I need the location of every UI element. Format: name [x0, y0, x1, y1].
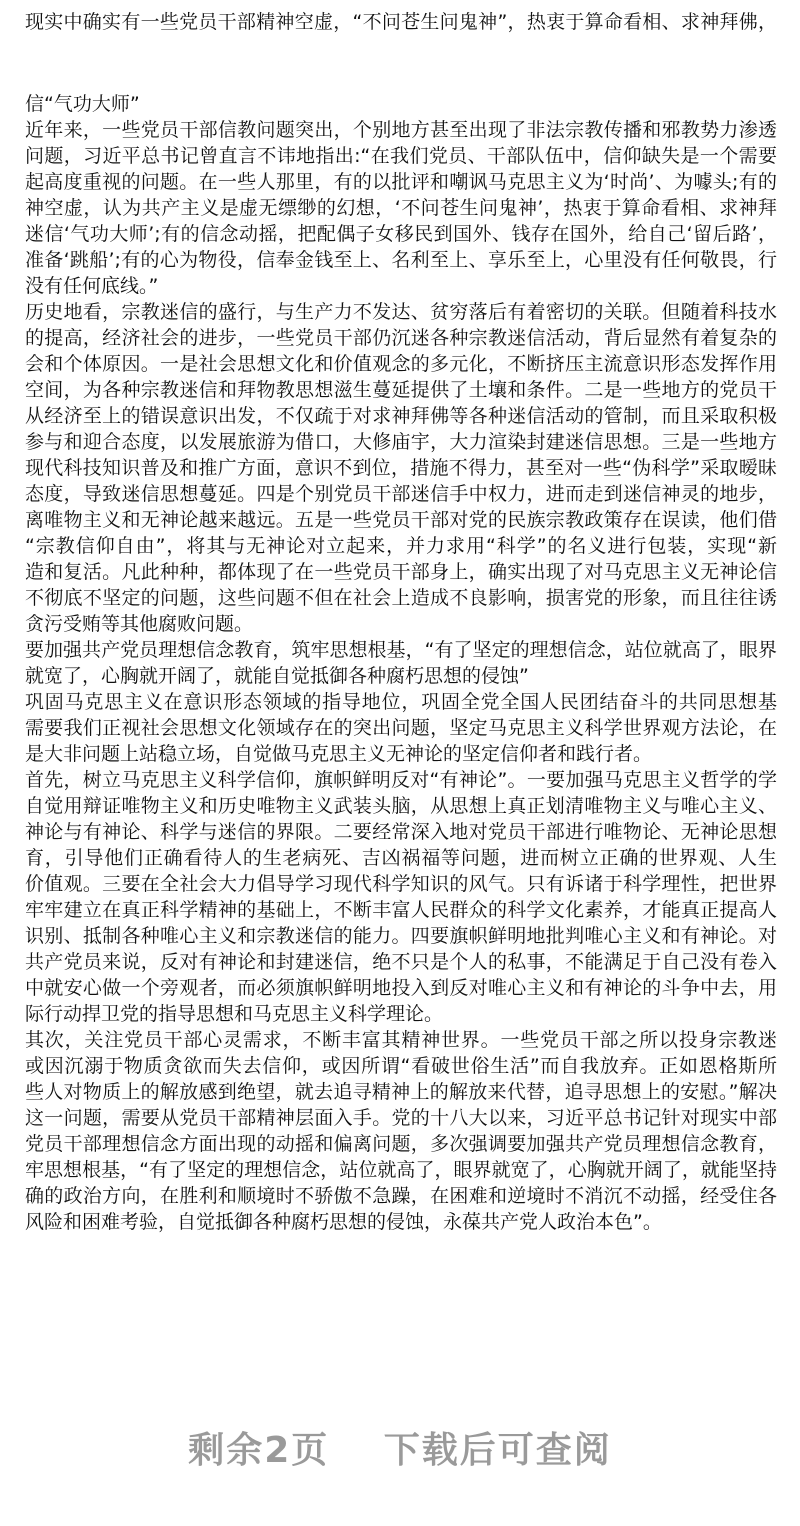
paragraph-line: 或因沉溺于物质贪欲而失去信仰，或因所谓“看破世俗生活”而自我放弃。正如恩格斯所	[25, 1055, 777, 1077]
paragraph-line: 巩固马克思主义在意识形态领域的指导地位，巩固全党全国人民团结奋斗的共同思想基	[25, 691, 777, 713]
paragraph-line: 就宽了，心胸就开阔了，就能自觉抵御各种腐朽思想的侵蚀”	[25, 665, 529, 687]
paragraph-line: 要加强共产党员理想信念教育，筑牢思想根基，“有了坚定的理想信念，站位就高了，眼界	[25, 639, 777, 661]
paragraph-line: 离唯物主义和无神论越来越远。五是一些党员干部对党的民族宗教政策存在误读，他们借	[25, 509, 777, 531]
paragraph-line: 价值观。三要在全社会大力倡导学习现代科学知识的风气。只有诉诸于科学理性，把世界	[25, 873, 777, 895]
paragraph-line: 神论与有神论、科学与迷信的界限。二要经常深入地对党员干部进行唯物论、无神论思想	[25, 821, 777, 843]
paragraph-line: 风险和困难考验，自觉抵御各种腐朽思想的侵蚀，永葆共产党人政治本色”。	[25, 1211, 662, 1233]
paragraphs	[25, 117, 777, 1235]
paragraph-line: 是大非问题上站稳立场，自觉做马克思主义无神论的坚定信仰者和践行者。	[25, 743, 653, 765]
paragraph-line: 准备‘跳船’;有的心为物役，信奉金钱至上、名利至上、享乐至上，心里没有任何敬畏，行	[25, 249, 777, 271]
paragraph-line: 牢牢建立在真正科学精神的基础上，不断丰富人民群众的科学文化素养，才能真正提高人	[25, 899, 777, 921]
intro-line: 现实中确实有一些党员干部精神空虚，“不问苍生问鬼神”，热衷于算命看相、求神拜佛，	[25, 11, 777, 33]
paragraph-line: 这一问题，需要从党员干部精神层面入手。党的十八大以来，习近平总书记针对现实中部	[25, 1107, 777, 1129]
paragraph-line: 其次，关注党员干部心灵需求，不断丰富其精神世界。一些党员干部之所以投身宗教迷	[25, 1029, 777, 1051]
download-to-view-text: 下载后可查阅	[383, 1430, 612, 1471]
paragraph-line: “宗教信仰自由”，将其与无神论对立起来，并力求用“科学”的名义进行包装，实现“新	[25, 535, 777, 557]
paragraph-line: 际行动捍卫党的指导思想和马克思主义科学理论。	[25, 1003, 444, 1025]
paragraph-line: 党员干部理想信念方面出现的动摇和偏离问题，多次强调要加强共产党员理想信念教育，	[25, 1133, 777, 1155]
paragraph-line: 识别、抵制各种唯心主义和宗教迷信的能力。四要旗帜鲜明地批判唯心主义和有神论。对	[25, 925, 777, 947]
paragraph	[25, 637, 777, 689]
paragraph-line: 造和复活。凡此种种，都体现了在一些党员干部身上，确实出现了对马克思主义无神论信	[25, 561, 777, 583]
paragraph-line: 的提高，经济社会的进步，一些党员干部仍沉迷各种宗教迷信活动，背后显然有着复杂的	[25, 327, 777, 349]
paragraph-line: 牢思想根基，“有了坚定的理想信念，站位就高了，眼界就宽了，心胸就开阔了，就能坚持	[25, 1159, 777, 1181]
paragraph-line: 态度，导致迷信思想蔓延。四是个别党员干部迷信手中权力，进而走到迷信神灵的地步，	[25, 483, 777, 505]
paragraph-line: 近年来，一些党员干部信教问题突出，个别地方甚至出现了非法宗教传播和邪教势力渗透	[25, 119, 777, 141]
paragraph-line: 育，引导他们正确看待人的生老病死、吉凶祸福等问题，进而树立正确的世界观、人生	[25, 847, 777, 869]
paragraph-line: 迷信‘气功大师’;有的信念动摇，把配偶子女移民到国外、钱存在国外，给自己‘留后路’，	[25, 223, 777, 245]
paragraph	[25, 689, 777, 767]
paragraph-line: 问题，习近平总书记曾直言不讳地指出:“在我们党员、干部队伍中，信仰缺失是一个需要	[25, 145, 777, 167]
paragraph-line: 没有任何底线。”	[25, 275, 159, 297]
paragraph-line: 会和个体原因。一是社会思想文化和价值观念的多元化，不断挤压主流意识形态发挥作用	[25, 353, 777, 375]
paragraph-line: 确的政治方向，在胜利和顺境时不骄傲不急躁，在困难和逆境时不消沉不动摇，经受住各	[25, 1185, 777, 1207]
paragraph-line: 历史地看，宗教迷信的盛行，与生产力不发达、贫穷落后有着密切的关联。但随着科技水	[25, 301, 777, 323]
paragraph-line: 共产党员来说，反对有神论和封建迷信，绝不只是个人的私事，不能满足于自己没有卷入	[25, 951, 777, 973]
paragraph-line: 起高度重视的问题。在一些人那里，有的以批评和嘲讽马克思主义为‘时尚’、为噱头;有的	[25, 171, 777, 193]
document-body	[25, 9, 777, 1235]
paragraph-line: 参与和迎合态度，以发展旅游为借口，大修庙宇，大力渲染封建迷信思想。三是一些地方	[25, 431, 777, 453]
paragraph-line: 首先，树立马克思主义科学信仰，旗帜鲜明反对“有神论”。一要加强马克思主义哲学的学	[25, 769, 777, 791]
download-prompt[interactable]	[0, 1422, 800, 1473]
paragraph	[25, 1027, 777, 1235]
paragraph-line: 从经济至上的错误意识出发，不仅疏于对求神拜佛等各种迷信活动的管制，而且采取积极	[25, 405, 777, 427]
intro-line: 信“气功大师”	[25, 93, 140, 115]
paragraph-line: 不彻底不坚定的问题，这些问题不但在社会上造成不良影响，损害党的形象，而且往往诱	[25, 587, 777, 609]
paragraph-line: 神空虚，认为共产主义是虚无缥缈的幻想，‘不问苍生问鬼神’，热衷于算命看相、求神拜	[25, 197, 777, 219]
paragraph-line: 现代科技知识普及和推广方面，意识不到位，措施不得力，甚至对一些“伪科学”采取暧昧	[25, 457, 777, 479]
paragraph-line: 中就安心做一个旁观者，而必须旗帜鲜明地投入到反对唯心主义和有神论的斗争中去，用	[25, 977, 777, 999]
paragraph	[25, 767, 777, 1027]
paragraph-line: 需要我们正视社会思想文化领域存在的突出问题，坚定马克思主义科学世界观方法论，在	[25, 717, 777, 739]
paragraph	[25, 299, 777, 637]
paragraph-line: 些人对物质上的解放感到绝望，就去追寻精神上的解放来代替，追寻思想上的安慰。”解决	[25, 1081, 777, 1103]
paragraph-line: 空间，为各种宗教迷信和拜物教思想滋生蔓延提供了土壤和条件。二是一些地方的党员干	[25, 379, 777, 401]
paragraph	[25, 117, 777, 299]
remaining-pages-text: 剩余2页	[188, 1430, 330, 1471]
spacer	[25, 35, 777, 91]
paragraph-line: 贪污受贿等其他腐败问题。	[25, 613, 254, 635]
paragraph-line: 自觉用辩证唯物主义和历史唯物主义武装头脑，从思想上真正划清唯物主义与唯心主义、	[25, 795, 777, 817]
